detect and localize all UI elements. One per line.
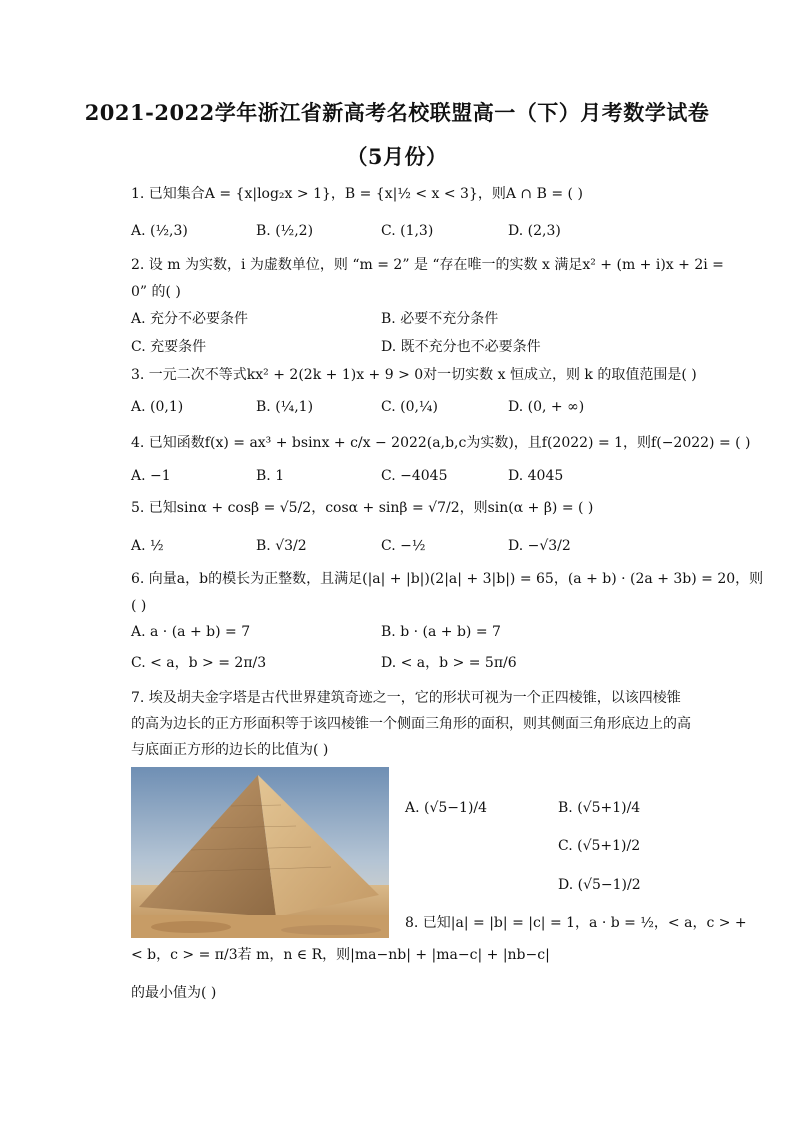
- q3-option-c: C. (0,¼): [381, 399, 438, 415]
- q1-stem: 1. 已知集合A = {x|log₂x > 1}，B = {x|½ < x < 3}，则A ∩ B = ( ): [131, 186, 583, 202]
- q6-option-d: D. < a，b > = 5π/6: [381, 655, 517, 671]
- q2-option-b: B. 必要不充分条件: [381, 311, 499, 327]
- q2-stem-line-1: 2. 设 m 为实数，i 为虚数单位，则 “m = 2” 是 “存在唯一的实数 x 满足x² + (m + i)x + 2i =: [131, 257, 724, 273]
- q2-option-a: A. 充分不必要条件: [131, 311, 249, 327]
- q7-stem-line-2: 的高为边长的正方形面积等于该四棱锥一个侧面三角形的面积，则其侧面三角形底边上的高: [131, 716, 691, 732]
- q1-option-c: C. (1,3): [381, 223, 434, 239]
- q7-stem-line-1: 7. 埃及胡夫金字塔是古代世界建筑奇迹之一，它的形状可视为一个正四棱锥，以该四棱锥: [131, 690, 681, 706]
- q2-option-c: C. 充要条件: [131, 339, 207, 355]
- q5-option-d: D. −√3/2: [508, 538, 571, 554]
- q3-stem: 3. 一元二次不等式kx² + 2(2k + 1)x + 9 > 0对一切实数 x 恒成立，则 k 的取值范围是( ): [131, 367, 697, 383]
- q1-option-a: A. (½,3): [131, 223, 188, 239]
- pyramid-photo: [131, 767, 389, 938]
- q2-stem-line-2: 0” 的( ): [131, 284, 181, 300]
- q6-option-c: C. < a，b > = 2π/3: [131, 655, 267, 671]
- q4-option-a: A. −1: [131, 468, 171, 484]
- q5-stem: 5. 已知sinα + cosβ = √5/2，cosα + sinβ = √7/2，则sin(α + β) = ( ): [131, 500, 594, 516]
- q6-option-b: B. b · (a + b) = 7: [381, 624, 501, 640]
- q7-option-b: B. (√5+1)/4: [558, 800, 641, 816]
- q1-option-d: D. (2,3): [508, 223, 561, 239]
- q6-stem-line-1: 6. 向量a，b的模长为正整数，且满足(|a| + |b|)(2|a| + 3|b|) = 65，(a + b) · (2a + 3b) = 20，则: [131, 571, 764, 587]
- q8-stem-line-2: < b，c > = π/3若 m，n ∈ R，则|ma−nb| + |ma−c| + |nb−c|: [131, 947, 550, 963]
- q5-option-b: B. √3/2: [256, 538, 307, 554]
- q7-option-a: A. (√5−1)/4: [405, 800, 488, 816]
- title-line-2: （5月份）: [346, 144, 448, 169]
- q8-stem-line-1: 8. 已知|a| = |b| = |c| = 1，a · b = ½，< a，c > +: [405, 915, 747, 931]
- q1-option-b: B. (½,2): [256, 223, 314, 239]
- q3-option-b: B. (¼,1): [256, 399, 314, 415]
- q2-option-d: D. 既不充分也不必要条件: [381, 339, 541, 355]
- q4-option-c: C. −4045: [381, 468, 448, 484]
- q6-stem-line-2: ( ): [131, 598, 147, 614]
- q3-option-a: A. (0,1): [131, 399, 184, 415]
- title-line-1: 2021-2022学年浙江省新高考名校联盟高一（下）月考数学试卷: [84, 100, 710, 125]
- q4-option-b: B. 1: [256, 468, 285, 484]
- q8-stem-line-3: 的最小值为( ): [131, 985, 217, 1001]
- q7-option-c: C. (√5+1)/2: [558, 838, 641, 854]
- q5-option-c: C. −½: [381, 538, 426, 554]
- q4-stem: 4. 已知函数f(x) = ax³ + bsinx + c/x − 2022(a,b,c为实数)，且f(2022) = 1，则f(−2022) = ( ): [131, 435, 751, 451]
- q7-stem-line-3: 与底面正方形的边长的比值为( ): [131, 742, 329, 758]
- q4-option-d: D. 4045: [508, 468, 564, 484]
- q6-option-a: A. a · (a + b) = 7: [131, 624, 251, 640]
- q5-option-a: A. ½: [131, 538, 164, 554]
- q7-option-d: D. (√5−1)/2: [558, 877, 641, 893]
- q3-option-d: D. (0, + ∞): [508, 399, 585, 415]
